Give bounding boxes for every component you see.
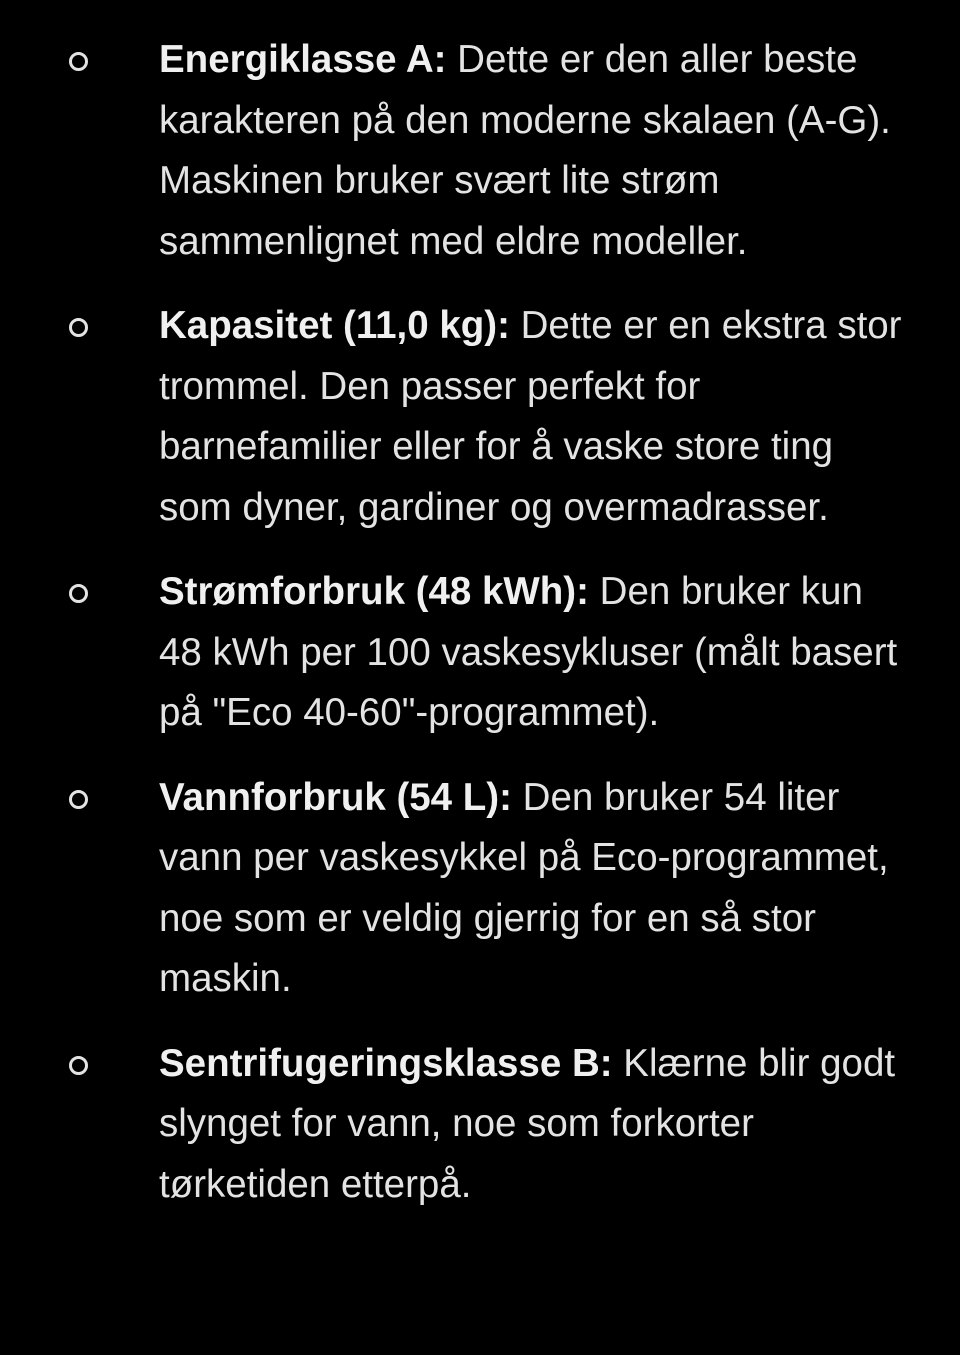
hollow-circle-bullet-icon: [69, 1056, 88, 1075]
feature-term: Kapasitet (11,0 kg):: [159, 304, 521, 347]
feature-term: Energiklasse A:: [159, 38, 458, 81]
hollow-circle-bullet-icon: [69, 318, 88, 337]
feature-item-power-consumption: [0, 562, 960, 744]
feature-term: Strømforbruk (48 kWh):: [159, 570, 600, 613]
feature-item-spin-class: [0, 1034, 960, 1216]
feature-description: Dette er en ekstra stor trommel. Den passer perfekt for barnefamilier eller for å vaske store ting som dyner, gardiner og overmadrasser.: [159, 304, 902, 529]
feature-item-water-consumption: [0, 768, 960, 1010]
feature-item-capacity: [0, 296, 960, 538]
hollow-circle-bullet-icon: [69, 790, 88, 809]
feature-item-energy-class: [0, 30, 960, 272]
feature-description: Klærne blir godt slynget for vann, noe som forkorter tørketiden etterpå.: [159, 1041, 896, 1206]
feature-term: Vannforbruk (54 L):: [159, 775, 523, 819]
hollow-circle-bullet-icon: [69, 584, 88, 603]
feature-description: Dette er den aller beste karakteren på den moderne skalaen (A-G). Maskinen bruker svært lite strøm sammenlignet med eldre modeller.: [159, 38, 891, 263]
feature-term: Sentrifugeringsklasse B:: [159, 1041, 624, 1085]
feature-description: Den bruker kun 48 kWh per 100 vaskesykluser (målt basert på "Eco 40-60"-programmet).: [159, 570, 898, 734]
feature-description: Den bruker 54 liter vann per vaskesykkel på Eco-programmet, noe som er veldig gjerrig for en så stor maskin.: [159, 775, 889, 1000]
hollow-circle-bullet-icon: [69, 52, 88, 71]
